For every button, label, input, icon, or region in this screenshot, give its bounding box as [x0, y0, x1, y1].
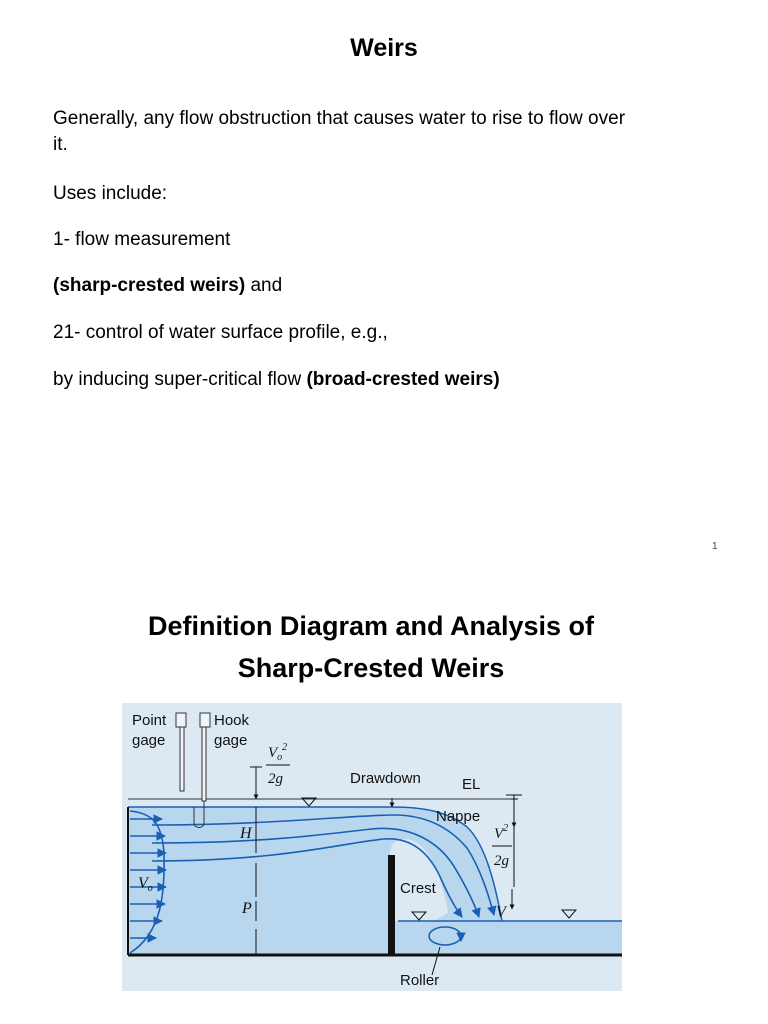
v0sq-label: $V_o^2$: [268, 742, 288, 763]
page-number: 1: [712, 541, 718, 552]
slide2-title: [0, 605, 742, 689]
broad-crested-label: (broad-crested weirs): [306, 369, 500, 390]
use-item-2: 21- control of water surface profile, e.g.,: [53, 322, 388, 343]
slide2-title-line1: Definition Diagram and Analysis of: [147, 611, 595, 641]
el-label: EL: [462, 776, 481, 793]
point-gage-label-2: gage: [132, 732, 166, 749]
vsq-denominator: 2g: [494, 853, 509, 869]
p-label: P: [242, 900, 252, 917]
supercritical-text: by inducing super-critical flow: [53, 369, 307, 390]
v0-label: Vo: [138, 875, 153, 894]
use-item-1: 1- flow measurement: [53, 229, 231, 250]
v-label: V: [496, 904, 506, 921]
slide-title: Weirs: [350, 34, 418, 62]
crest-label: Crest: [400, 880, 436, 897]
downstream-water: [398, 921, 622, 955]
definition-text: Generally, any flow obstruction that causes water to rise to flow over: [53, 108, 626, 129]
drawdown-label: Drawdown: [350, 770, 421, 787]
hook-gage-label-1: Hook: [214, 712, 250, 729]
definition-line: [53, 106, 625, 158]
broad-crested-line: [53, 367, 500, 393]
roller-label: Roller: [400, 972, 440, 989]
point-gage-label-1: Point: [132, 712, 167, 729]
sharp-crested-line: [53, 273, 282, 299]
h-label: H: [240, 825, 252, 842]
vsq-label: $V^2$: [494, 823, 509, 842]
nappe-label: Nappe: [436, 808, 481, 825]
hook-gage-label-2: gage: [214, 732, 248, 749]
weir-definition-diagram: [122, 703, 622, 991]
definition-text-cont: it.: [53, 134, 68, 155]
uses-intro: Uses include:: [53, 183, 168, 204]
weir-plate: [388, 855, 395, 955]
and-text: and: [245, 275, 283, 296]
v0sq-denominator: 2g: [268, 771, 283, 787]
sharp-crested-label: (sharp-crested weirs): [53, 275, 246, 296]
slide2-title-line2: Sharp-Crested Weirs: [237, 653, 505, 683]
